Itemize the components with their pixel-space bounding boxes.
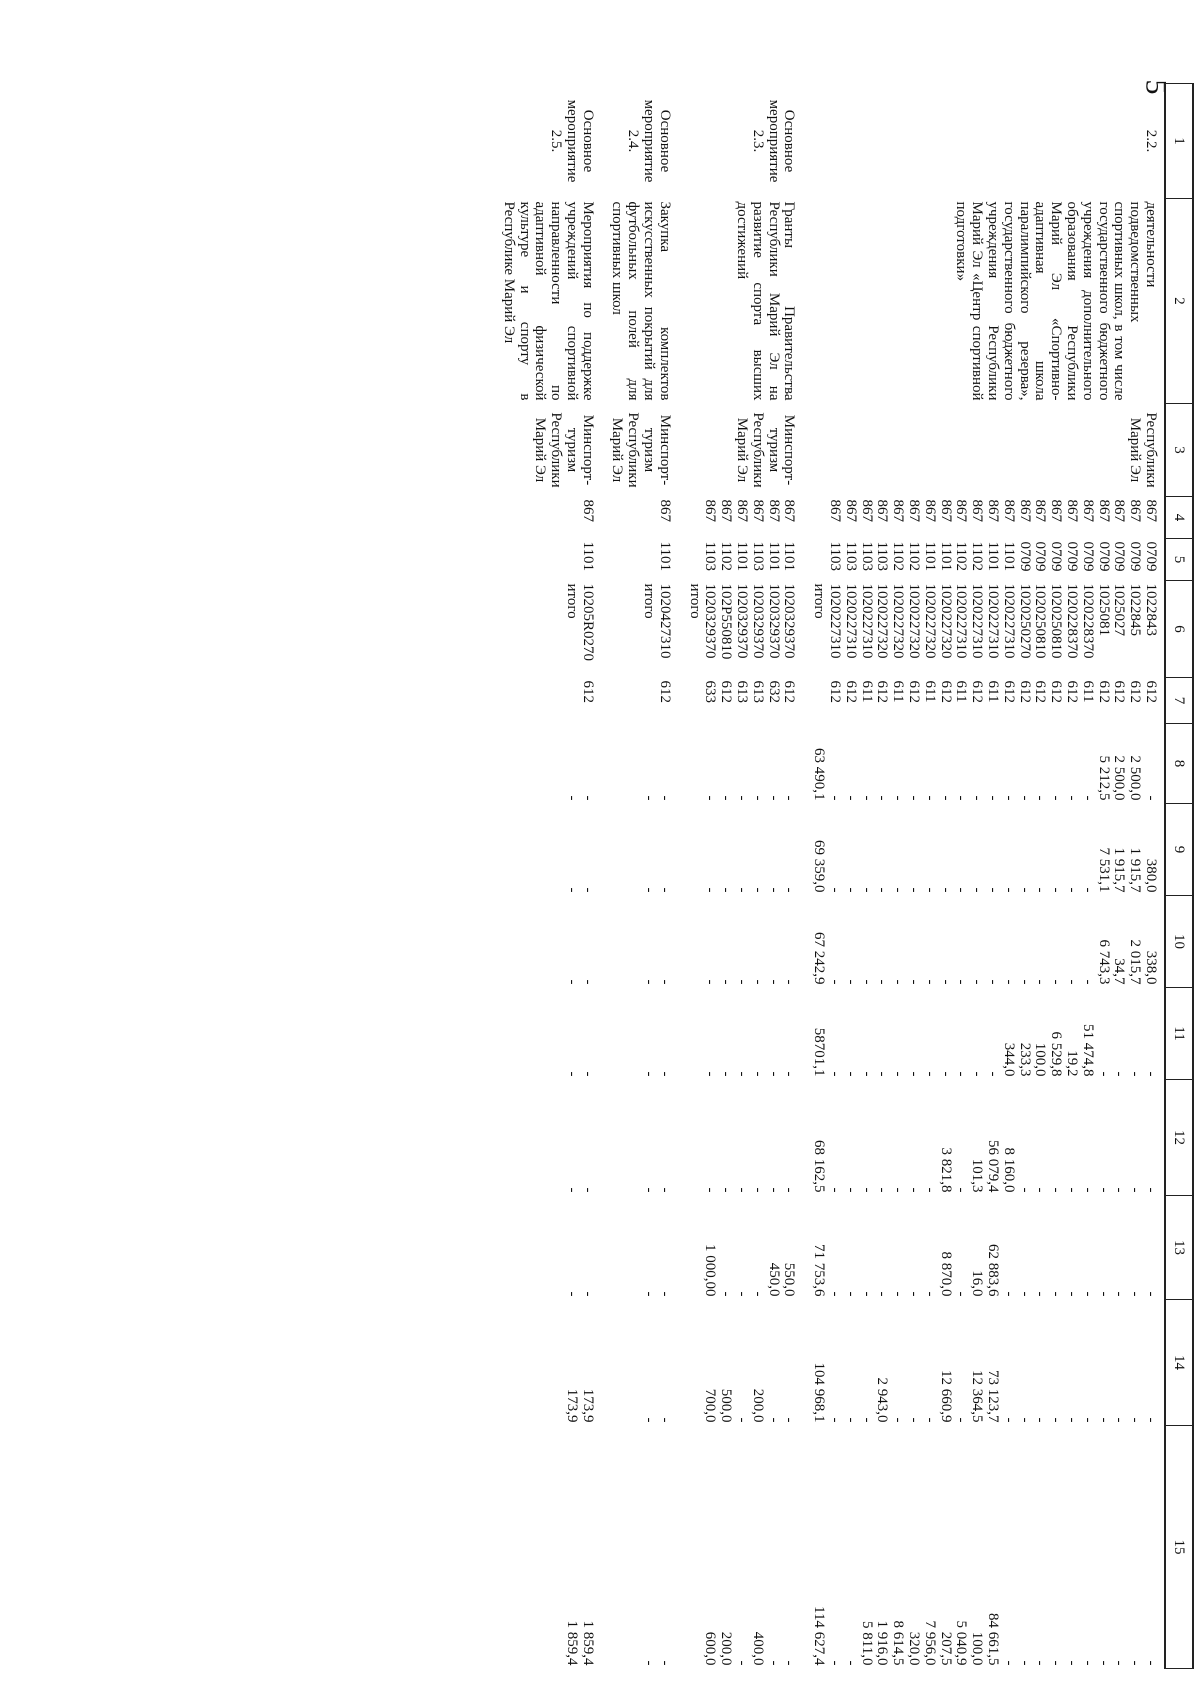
expense-type-code: 612 612 612 612 611 612 612 612 612 612 611 612 611 612 611 612 611 612 611 612 612 (827, 680, 1159, 703)
expense-type-code: 612 (656, 680, 673, 703)
table-row (802, 84, 1165, 1669)
amount-cell: - - (641, 795, 673, 801)
budget-table-sheet (189, 83, 1194, 1668)
amount-cell: - - (563, 887, 596, 893)
header-cell: 2 (1165, 199, 1193, 404)
responsible-executor: Минспорт- туризм Республики Марий Эл (609, 412, 673, 488)
amount-cell: - 2 500,0 2 500,0 5 212,5 - - - - - - - - - - - - - - - - - 63 490,1 (811, 748, 1159, 801)
header-cell: 1 (1165, 84, 1193, 199)
table-row (601, 84, 678, 1669)
amount-cell: - - (641, 1071, 673, 1077)
header-cell: 9 (1165, 804, 1193, 896)
amount-cell: - - (563, 1071, 596, 1077)
amount-cell: 338,0 2 015,7 34,7 6 743,3 - - - - - - - - - - - - - - - - - 67 242,9 (811, 932, 1159, 985)
amount-cell: - - (641, 887, 673, 893)
amount-cell: 380,0 1 915,7 1 915,7 7 531,1 - - - - - - - - - - - - - - - - - 69 359,0 (811, 840, 1159, 893)
table-row (678, 84, 803, 1669)
amount-cell: 1 859,4 1 859,4 (563, 1620, 596, 1666)
header-cell: 6 (1165, 581, 1193, 678)
section-code: 1101 (579, 541, 596, 571)
header-cell: 3 (1165, 404, 1193, 497)
header-cell: 7 (1165, 678, 1193, 724)
measure-description: Мероприятия по поддержке учреждений спортивной направленности по адаптивной физической культуре и спорту в Республике Марий Эл (500, 201, 596, 401)
header-cell: 13 (1165, 1196, 1193, 1300)
amount-cell: 173,9 173,9 (563, 1388, 596, 1423)
responsible-executor: Минспорт- туризм Республики Марий Эл (734, 412, 798, 488)
amount-cell: - - - - - - (702, 887, 798, 893)
section-code: 0709 0709 0709 0709 0709 0709 0709 0709 0709 1101 1101 1102 1102 1101 1101 1102 1102 1103 1103 1103 1103 (827, 541, 1159, 572)
expense-type-code: 612 (579, 680, 596, 703)
measure-description: деятельности подведомственных спортивных школ, в том числе государственного бюджетного учреждения дополнительного образования Республики Марий Эл «Спортивно-адаптивная школа паралимпийского резерва», государственного бюджетного учреждения Республики Марий Эл «Центр спортивной подготовки» (953, 201, 1159, 401)
measure-description: Закупка комплектов искусственных покрытий для футбольных полей для спортивных школ (609, 201, 673, 401)
header-row (1165, 84, 1193, 1669)
amount-cell: - - 400,0 - 200,0 600,0 (702, 1631, 798, 1666)
amount-cell: - - - - - - (702, 795, 798, 801)
header-cell: 12 (1165, 1080, 1193, 1196)
budget-table (492, 83, 1194, 1669)
responsible-executor: Республики Марий Эл (1127, 412, 1159, 488)
amount-cell: - - (641, 979, 673, 985)
amount-cell: - - (563, 795, 596, 801)
header-cell: 10 (1165, 896, 1193, 988)
amount-cell: - - - - - - - - - - 62 883,6 16,0 - 8 870,0 - - - - - - - 71 753,6 (811, 1244, 1159, 1297)
amount-cell: - - - - - - - - - - 84 661,5 100,0 5 040,9 207,5 7 956,0 320,0 8 614,5 1 916,0 5 811,0 - - 114 627,4 (811, 1606, 1159, 1666)
table-row (492, 84, 601, 1669)
grbs-code: 867 (656, 499, 673, 522)
measure-number: 2.2. (1143, 129, 1159, 153)
header-cell: 14 (1165, 1300, 1193, 1426)
amount-cell: - - - - - - (702, 979, 798, 985)
header-cell: 15 (1165, 1426, 1193, 1669)
amount-cell: - - 200,0 - 500,0 700,0 (702, 1388, 798, 1423)
amount-cell: - - (641, 1187, 673, 1193)
section-code: 1101 (656, 541, 673, 571)
header-cell: 11 (1165, 988, 1193, 1080)
measure-number: Основное мероприятие 2.4. (625, 99, 673, 183)
header-cell: 4 (1165, 497, 1193, 539)
responsible-executor: Минспорт- туризм Республики Марий Эл (532, 412, 596, 488)
amount-cell: - - (563, 979, 596, 985)
amount-cell: - - - - - - (702, 1071, 798, 1077)
amount-cell: - - (641, 1660, 673, 1666)
measure-number: Основное мероприятие 2.5. (548, 99, 596, 183)
amount-cell: - - - - - - (702, 1187, 798, 1193)
amount-cell: 550,0 450,0 - - - 1 000,00 (702, 1244, 798, 1297)
expense-type-code: 612 632 613 613 612 633 (702, 680, 798, 703)
grbs-code: 867 867 867 867 867 867 867 867 867 867 867 867 867 867 867 867 867 867 867 867 867 (827, 499, 1159, 522)
target-article-code: 1020329370 1020329370 1020329370 1020329370 102P550810 1020329370 итого (686, 583, 798, 660)
section-code: 1101 1101 1103 1101 1102 1103 (702, 541, 798, 571)
header-cell: 8 (1165, 724, 1193, 804)
page-number: 5 (1139, 79, 1173, 95)
header-cell: 5 (1165, 539, 1193, 581)
amount-cell: - - - - 51 474,8 19,2 6 529,8 100,0 233,3 344,0 - - - - - - - - - - - 58701,1 (811, 1024, 1159, 1077)
amount-cell: - - (563, 1291, 596, 1297)
target-article-code: 10205R0270 итого (563, 583, 596, 662)
target-article-code: 1020427310 итого (641, 583, 673, 659)
amount-cell: - - (641, 1417, 673, 1423)
target-article-code: 1022843 1022845 1025027 1025081 1020228370 1020228370 1020250810 1020250810 1020250270 1020227310 1020227310 1020227310 1020227310 1020227320 1020227320 1020227320 1020227320 1020227320 1020227310 1020227310 1020227310 итого (811, 583, 1159, 659)
grbs-code: 867 (579, 499, 596, 522)
measure-number: Основное мероприятие 2.3. (749, 99, 798, 183)
grbs-code: 867 867 867 867 867 867 (702, 499, 798, 522)
amount-cell: - - (563, 1187, 596, 1193)
amount-cell: - - - - - - - - - 8 160,0 56 079,4 101,3 - 3 821,8 - - - - - - - 68 162,5 (811, 1140, 1159, 1193)
measure-description: Гранты Правительства Республики Марий Эл на развитие спорта высших достижений (734, 201, 798, 401)
amount-cell: - - (641, 1291, 673, 1297)
amount-cell: - - - - - - - - - - 73 123,7 12 364,5 - 12 660,9 - - - 2 943,0 - - - 104 968,1 (811, 1362, 1159, 1423)
